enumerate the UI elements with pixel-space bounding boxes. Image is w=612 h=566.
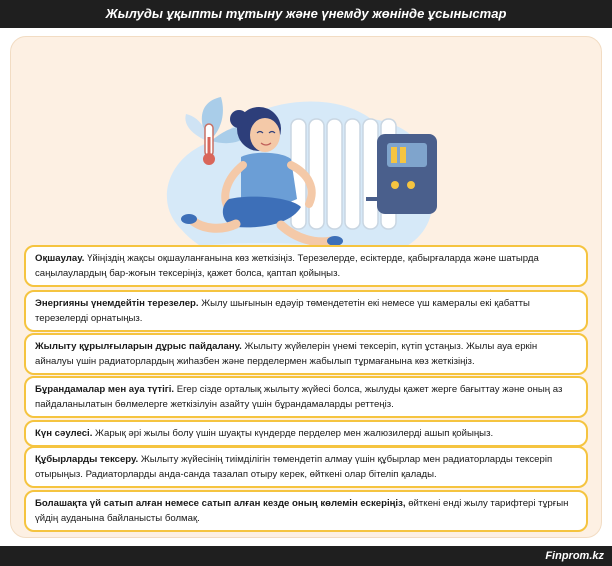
tip-text: Егер сізде орталық жылыту жүйесі болса, жылуды қажет жерге бағыттау және оның аз пайдаланылатын бөлмелерге жеткізілуін азайту үшін бұрандамаларды реттеңіз. bbox=[35, 384, 563, 410]
tip-lead: Энергияны үнемдейтін терезелер. bbox=[35, 298, 199, 309]
tip-windows bbox=[24, 290, 588, 332]
brand-logo[interactable]: Finprom.kz bbox=[545, 550, 604, 562]
page-title: Жылуды ұқыпты тұтыну және үнемду жөнінде ұсыныстар bbox=[0, 0, 612, 28]
tip-text: Жылыту жүйесінің тиімділігін төмендетіп алмау үшін құбырлар мен радиаторларды тексеріп отырыңыз. Радиаторларды анда-санда тазалап отыру керек, өйткені олар бітеліп қалады. bbox=[35, 454, 553, 480]
thermometer-icon bbox=[203, 124, 215, 165]
tip-heating-devices bbox=[24, 333, 588, 375]
tip-pipes bbox=[24, 446, 588, 488]
tip-text: Жылыту жүйелерін үнемі тексеріп, күтіп ұстаңыз. Жылы ауа еркін айналуы үшін радиаторлардың жиһазбен және перделермен жабылып тұрмағанына көз жеткізіңіз. bbox=[35, 341, 538, 367]
tip-insulation bbox=[24, 245, 588, 287]
tip-home-size bbox=[24, 490, 588, 532]
tip-text: өйткені енді жылу тарифтері тұрғын үйдің ауданына байланысты болмақ. bbox=[35, 498, 569, 524]
tip-lead: Күн сәулесі. bbox=[35, 428, 93, 439]
tip-lead: Бұрандамалар мен ауа түтігі. bbox=[35, 384, 175, 395]
tip-sunlight bbox=[24, 420, 588, 447]
tip-text: Жылу шығынын едәуір төмендететін екі немесе үш камералы екі қабатты терезелерді орнатыңыз. bbox=[35, 298, 530, 324]
footer-bar bbox=[0, 546, 612, 566]
tip-lead: Құбырларды тексеру. bbox=[35, 454, 139, 465]
tip-lead: Жылыту құрылғыларын дұрыс пайдалану. bbox=[35, 341, 242, 352]
tip-text: Жарық әрі жылы болу үшін шуақты күндерде перделер мен жалюзилерді ашып қойыңыз. bbox=[92, 428, 494, 439]
tip-lead: Оқшаулау. bbox=[35, 253, 85, 264]
tip-valves bbox=[24, 376, 588, 418]
tip-text: Үйіңіздің жақсы оқшауланғанына көз жеткізіңіз. Терезелерде, есіктерде, қабырғаларда және шатырда саңылаулардың бар-жоғын тексеріңіз, қажет болса, қаптап қойыңыз. bbox=[35, 253, 539, 279]
tip-lead: Болашақта үй сатып алған немесе сатып алған кезде оның көлемін ескеріңіз, bbox=[35, 498, 406, 509]
